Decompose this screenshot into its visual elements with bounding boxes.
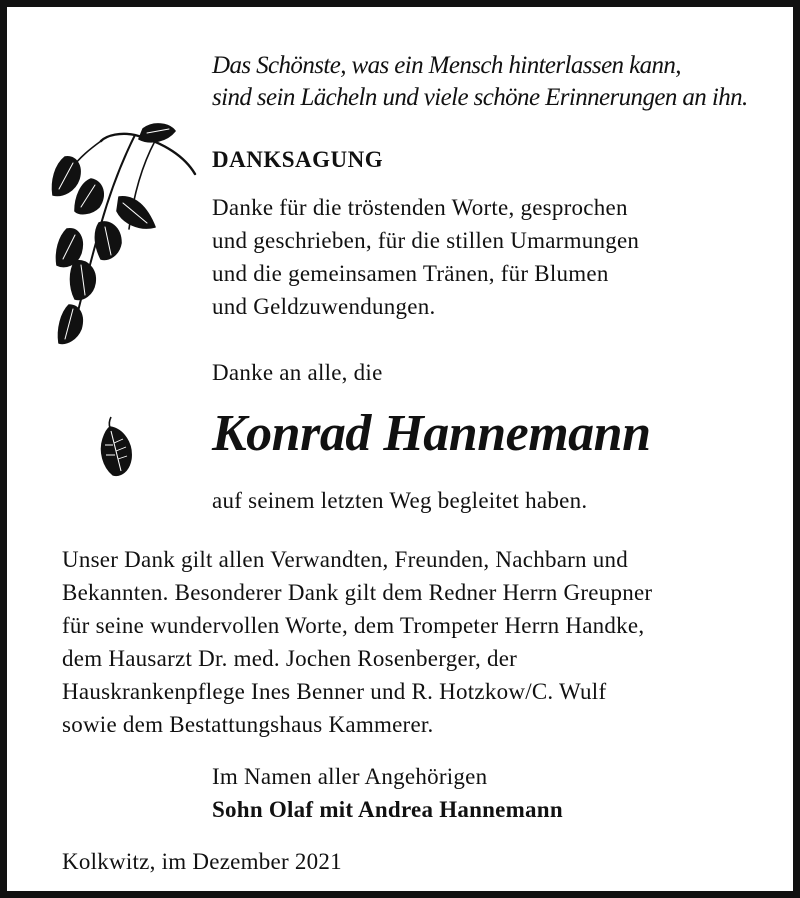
accompanied-line: auf seinem letzten Weg begleitet haben. bbox=[212, 488, 588, 513]
gratitude-line-1: Unser Dank gilt allen Verwandten, Freunden, Nachbarn und bbox=[62, 547, 629, 572]
heading: DANKSAGUNG bbox=[212, 147, 384, 172]
signature-names: Sohn Olaf mit Andrea Hannemann bbox=[212, 797, 563, 822]
thanks-to-all: Danke an alle, die bbox=[212, 360, 383, 385]
quote-line-2: sind sein Lächeln und viele schöne Erinnerungen an ihn. bbox=[212, 84, 748, 111]
quote-line-1: Das Schönste, was ein Mensch hinterlassen kann, bbox=[212, 52, 681, 79]
signature-line-1: Im Namen aller Angehörigen bbox=[212, 764, 488, 789]
deceased-name: Konrad Hannemann bbox=[212, 405, 651, 462]
falling-leaf-icon bbox=[93, 415, 139, 479]
intro-line-4: und Geldzuwendungen. bbox=[212, 294, 436, 319]
gratitude-line-5: Hauskrankenpflege Ines Benner und R. Hotzkow/C. Wulf bbox=[62, 679, 607, 704]
intro-line-1: Danke für die tröstenden Worte, gesprochen bbox=[212, 195, 628, 220]
leafy-branch-icon bbox=[35, 119, 203, 355]
gratitude-line-4: dem Hausarzt Dr. med. Jochen Rosenberger, der bbox=[62, 646, 518, 671]
place-date: Kolkwitz, im Dezember 2021 bbox=[62, 849, 342, 874]
intro-line-3: und die gemeinsamen Tränen, für Blumen bbox=[212, 261, 609, 286]
gratitude-line-6: sowie dem Bestattungshaus Kammerer. bbox=[62, 712, 434, 737]
gratitude-line-2: Bekannten. Besonderer Dank gilt dem Redner Herrn Greupner bbox=[62, 580, 653, 605]
intro-line-2: und geschrieben, für die stillen Umarmungen bbox=[212, 228, 640, 253]
gratitude-line-3: für seine wundervollen Worte, dem Trompeter Herrn Handke, bbox=[62, 613, 645, 638]
